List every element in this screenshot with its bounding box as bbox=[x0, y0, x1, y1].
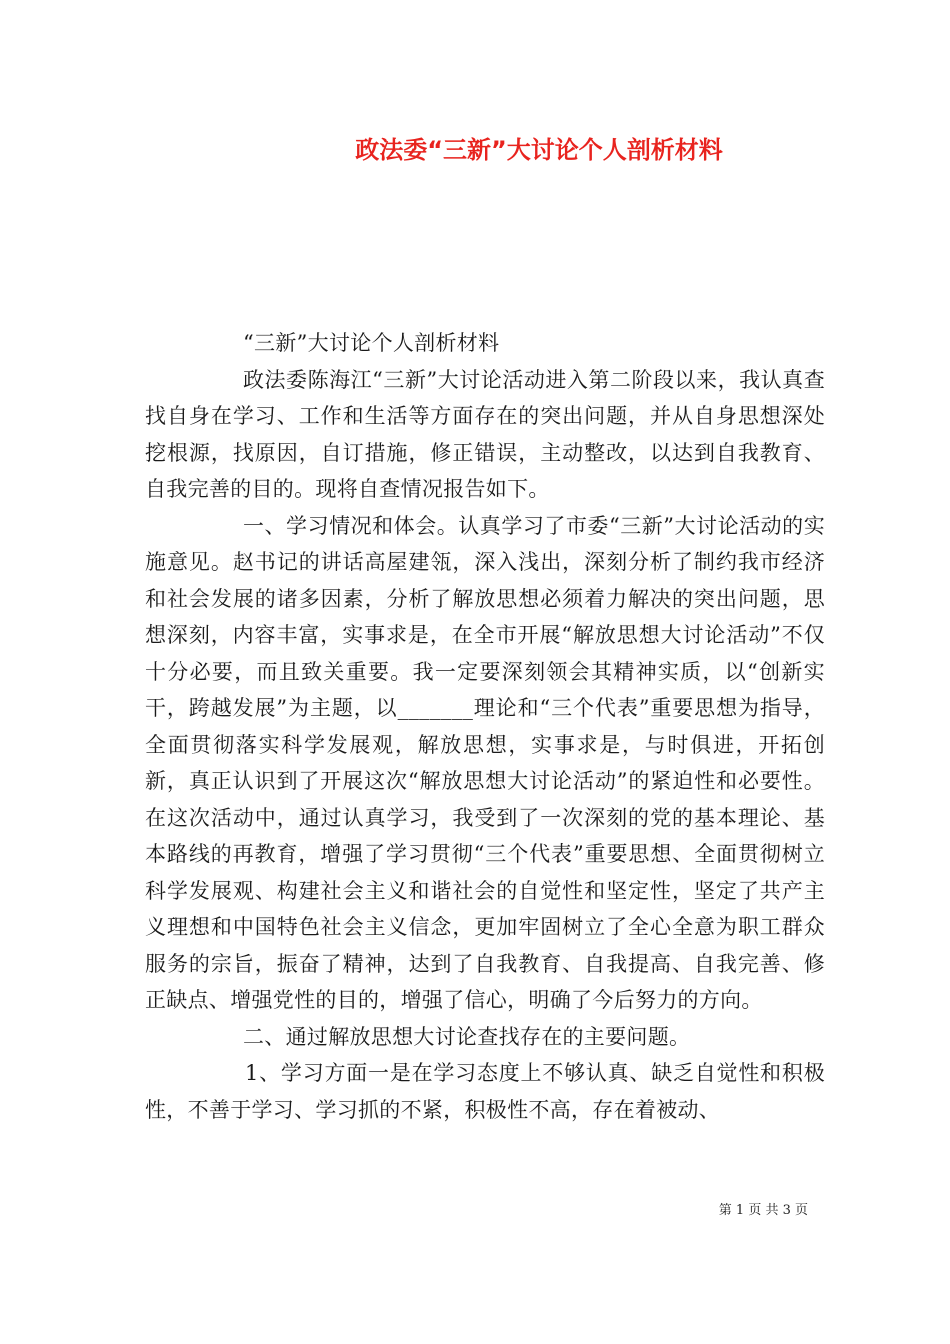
document-body bbox=[145, 325, 825, 1128]
paragraph-item-one: 1、学习方面一是在学习态度上不够认真、缺乏自觉性和积极性，不善于学习、学习抓的不紧，积极性不高，存在着被动、 bbox=[145, 1061, 825, 1122]
page-number: 第 1 页 共 3 页 bbox=[718, 1203, 808, 1218]
paragraph-section-one: 一、学习情况和体会。认真学习了市委“三新”大讨论活动的实施意见。赵书记的讲话高屋建瓴，深入浅出，深刻分析了制约我市经济和社会发展的诸多因素，分析了解放思想必须着力解决的突出问题，思想深刻，内容丰富，实事求是，在全市开展“解放思想大讨论活动”不仅十分必要，而且致关重要。我一定要深刻领会其精神实质，以“创新实干，跨越发展”为主题，以_______理论和“三个代表”重要思想为指导，全面贯彻落实科学发展观，解放思想，实事求是，与时俱进，开拓创新，真正认识到了开展这次“解放思想大讨论活动”的紧迫性和必要性。在这次活动中，通过认真学习，我受到了一次深刻的党的基本理论、基本路线的再教育，增强了学习贯彻“三个代表”重要思想、全面贯彻树立科学发展观、构建社会主义和谐社会的自觉性和坚定性，坚定了共产主义理想和中国特色社会主义信念，更加牢固树立了全心全意为职工群众服务的宗旨，振奋了精神，达到了自我教育、自我提高、自我完善、修正缺点、增强党性的目的，增强了信心，明确了今后努力的方向。 bbox=[145, 513, 825, 1012]
paragraph-section-two: 二、通过解放思想大讨论查找存在的主要问题。 bbox=[243, 1024, 691, 1049]
document-title: 政法委“三新”大讨论个人剖析材料 bbox=[355, 136, 723, 164]
document-subtitle: “三新”大讨论个人剖析材料 bbox=[243, 331, 500, 355]
paragraph-intro: 政法委陈海江“三新”大讨论活动进入第二阶段以来，我认真查找自身在学习、工作和生活等方面存在的突出问题，并从自身思想深处挖根源，找原因，自订措施，修正错误，主动整改，以达到自我教育、自我完善的目的。现将自查情况报告如下。 bbox=[145, 367, 825, 501]
